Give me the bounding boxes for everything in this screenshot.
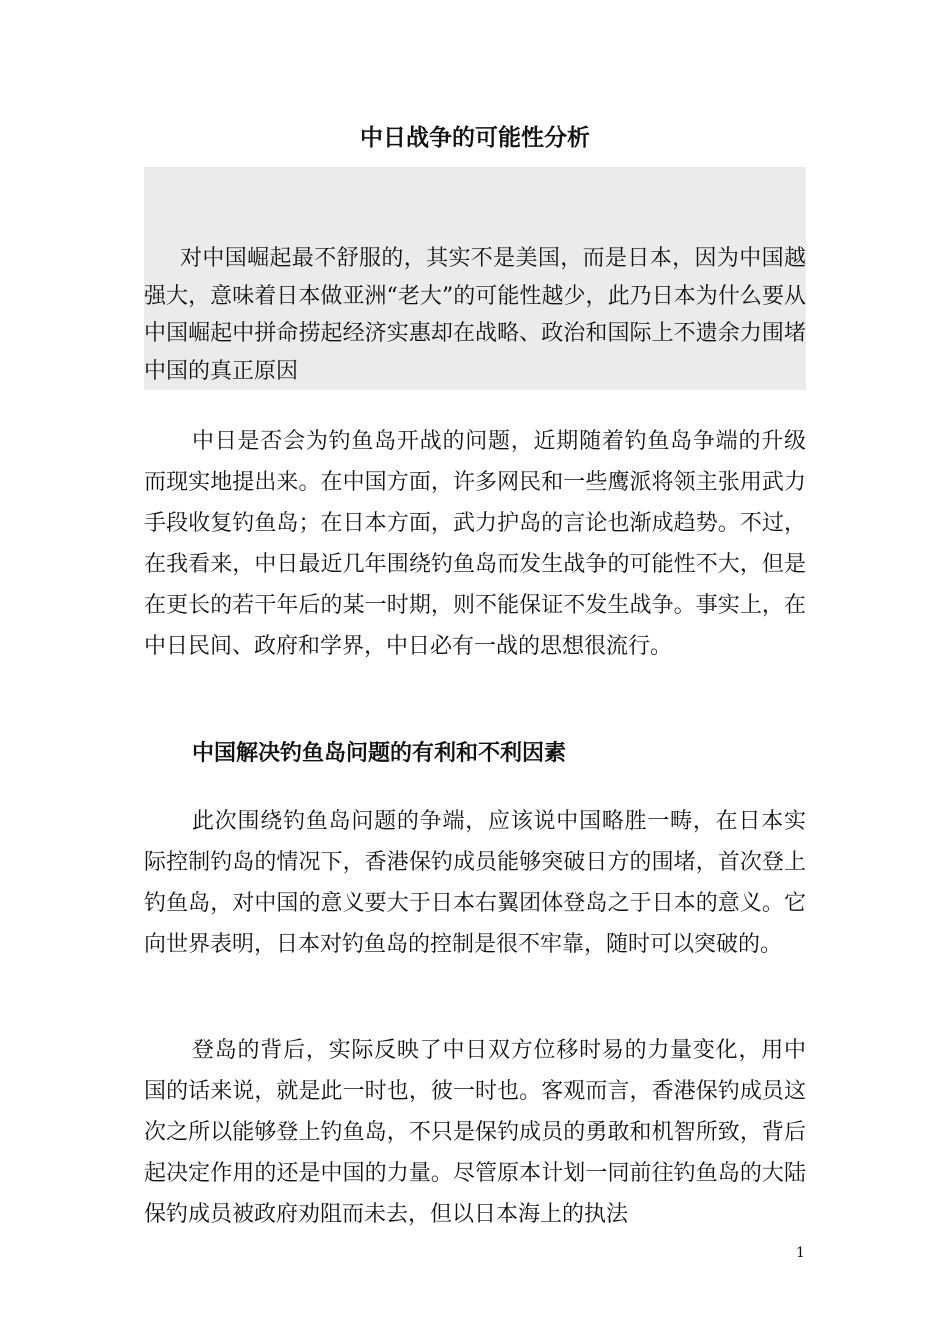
paragraph-intro: 中日是否会为钓鱼岛开战的问题，近期随着钓鱼岛争端的升级而现实地提出来。在中国方面，许多网民和一些鹰派将领主张用武力手段收复钓鱼岛；在日本方面，武力护岛的言论也渐成趋势。不过，在我看来，中日最近几年围绕钓鱼岛而发生战争的可能性不大，但是在更长的若干年后的某一时期，则不能保证不发生战争。事实上，在中日民间、政府和学界，中日必有一战的思想很流行。 (144, 429, 806, 659)
page-number: 1 (796, 1245, 805, 1261)
abstract-box (144, 167, 806, 390)
abstract-text: 对中国崛起最不舒服的，其实不是美国，而是日本，因为中国越强大，意味着日本做亚洲“老大”的可能性越少，此乃日本为什么要从中国崛起中拼命捞起经济实惠却在战略、政治和国际上不遗余力围堵中国的真正原因 (144, 246, 806, 384)
paragraph-landing: 登岛的背后，实际反映了中日双方位移时易的力量变化，用中国的话来说，就是此一时也，彼一时也。客观而言，香港保钓成员这次之所以能够登上钓鱼岛，不只是保钓成员的勇敢和机智所致，背后起决定作用的还是中国的力量。尽管原本计划一同前往钓鱼岛的大陆保钓成员被政府劝阻而未去，但以日本海上的执法 (144, 1038, 806, 1227)
document-title: 中日战争的可能性分析 (360, 125, 590, 151)
paragraph-dispute: 此次围绕钓鱼岛问题的争端，应该说中国略胜一畴，在日本实际控制钓岛的情况下，香港保钓成员能够突破日方的围堵，首次登上钓鱼岛，对中国的意义要大于日本右翼团体登岛之于日本的意义。它向世界表明，日本对钓鱼岛的控制是很不牢靠，随时可以突破的。 (144, 809, 806, 957)
section-heading: 中国解决钓鱼岛问题的有利和不利因素 (192, 741, 567, 766)
